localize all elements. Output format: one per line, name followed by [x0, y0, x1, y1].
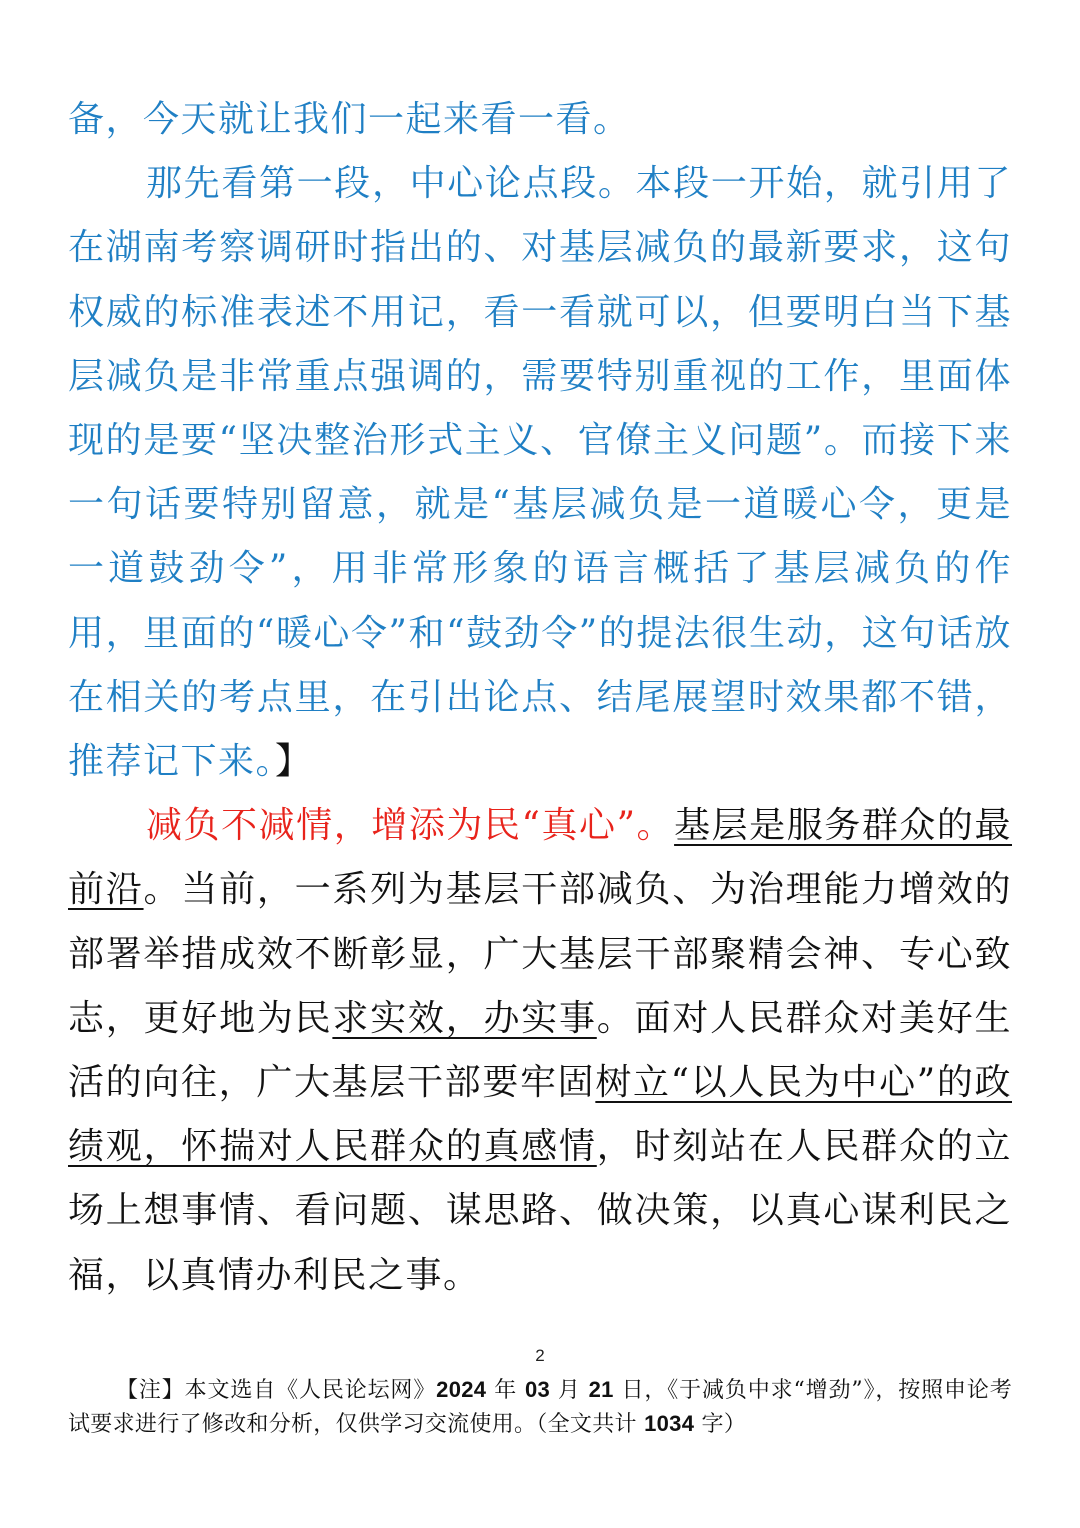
article-text-2: 。面对人民群众对美好生活的向往，广大基层干部要牢固 [68, 997, 1012, 1104]
article-text-3: ，时刻站在人民群众的立场上想事情、看问题、谋思路、做决策，以真心谋利民之福，以真情办利民之事。 [68, 1126, 1012, 1296]
source-note [68, 1373, 1012, 1441]
article-text-1: 。当前，一系列为基层干部减负、为治理能力增效的部署举措成效不断彰显，广大基层干部聚精会神、专心致志，更好地为民 [68, 869, 1012, 1039]
section-heading: 减负不减情，增添为民“真心”。 [146, 805, 675, 847]
note-month-unit: 月 [550, 1378, 589, 1403]
underlined-phrase-3: 树立“以人民为中心”的政绩观，怀揣对人民群众的真感情 [68, 1062, 1012, 1168]
note-year-unit: 年 [486, 1378, 525, 1403]
note-suffix: 字） [694, 1412, 747, 1437]
commentary-paragraph [68, 152, 1012, 794]
commentary-text-continued: 备，今天就让我们一起来看一看。 [68, 99, 631, 140]
page-number: 2 [535, 1346, 545, 1365]
document-body [68, 88, 1012, 1308]
commentary-text: 那先看第一段，中心论点段。本段一开始，就引用了在湖南考察调研时指出的、对基层减负的最新要求，这句权威的标准表述不用记，看一看就可以，但要明白当下基层减负是非常重点强调的，需要特别重视的工作，里面体现的是要“坚决整治形式主义、官僚主义问题”。而接下来一句话要特别留意，就是“基层减负是一道暖心令，更是一道鼓劲令”，用非常形象的语言概括了基层减负的作用，里面的“暖心令”和“鼓劲令”的提法很生动，这句话放在相关的考点里，在引出论点、结尾展望时效果都不错，推荐记下来。 [68, 163, 1012, 783]
commentary-close-bracket: 】 [275, 741, 313, 783]
note-prefix: 【注】本文选自《人民论坛网》 [116, 1378, 437, 1403]
article-paragraph [68, 794, 1012, 1308]
note-word-count: 1034 [644, 1411, 695, 1436]
note-year: 2024 [436, 1377, 487, 1402]
underlined-phrase-2: 求实效，办实事 [332, 997, 597, 1039]
note-month: 03 [524, 1377, 551, 1402]
note-day-unit: 日，《于减负中求“增劲”》，按照申论考试要求进行了修改和分析，仅供学习交流使用。（全文共计 [68, 1378, 1013, 1437]
commentary-paragraph-continued [68, 88, 1012, 152]
note-day: 21 [588, 1377, 614, 1402]
underlined-phrase-1: 基层是服务群众的最前沿 [68, 805, 1012, 911]
